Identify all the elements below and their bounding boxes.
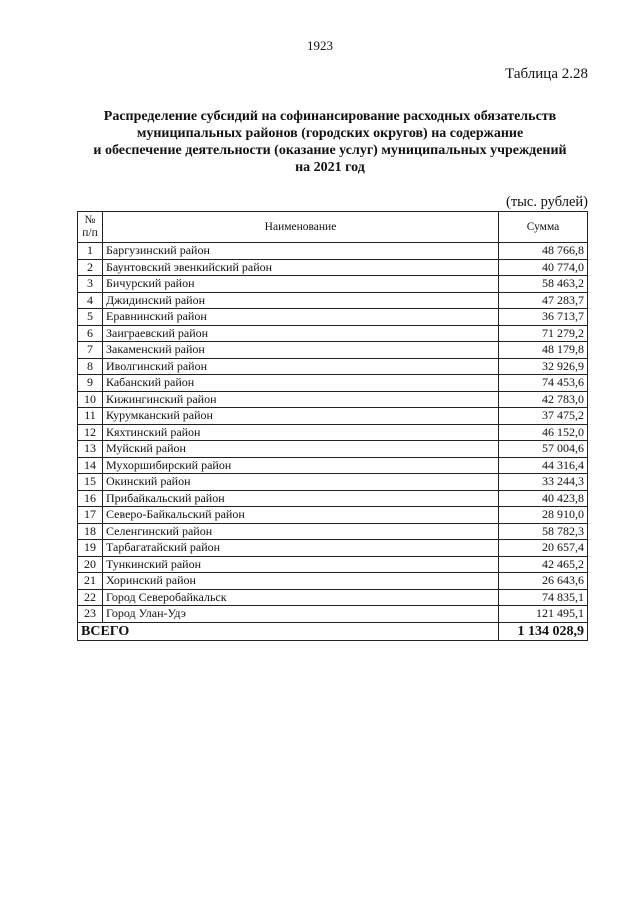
- row-num: 5: [78, 309, 103, 326]
- row-num: 3: [78, 276, 103, 293]
- title-line: и обеспечение деятельности (оказание услуг) муниципальных учреждений: [93, 143, 567, 158]
- row-sum: 71 279,2: [499, 325, 588, 342]
- row-sum: 74 453,6: [499, 375, 588, 392]
- title-line: на 2021 год: [295, 160, 365, 175]
- table-label: Таблица 2.28: [505, 66, 588, 82]
- header-num: № п/п: [78, 212, 103, 243]
- table-row: [78, 540, 588, 557]
- table-row: [78, 342, 588, 359]
- row-name: Муйский район: [103, 441, 499, 458]
- row-sum: 48 766,8: [499, 243, 588, 260]
- total-sum: 1 134 028,9: [499, 622, 588, 640]
- table-row: [78, 309, 588, 326]
- row-num: 7: [78, 342, 103, 359]
- row-name: Заиграевский район: [103, 325, 499, 342]
- table-row: [78, 408, 588, 425]
- page-number: 1923: [307, 38, 333, 53]
- table-row: [78, 457, 588, 474]
- row-num: 1: [78, 243, 103, 260]
- row-sum: 44 316,4: [499, 457, 588, 474]
- row-num: 14: [78, 457, 103, 474]
- row-num: 18: [78, 523, 103, 540]
- row-num: 13: [78, 441, 103, 458]
- row-name: Город Северобайкальск: [103, 589, 499, 606]
- row-name: Тарбагатайский район: [103, 540, 499, 557]
- row-name: Баунтовский эвенкийский район: [103, 259, 499, 276]
- row-sum: 48 179,8: [499, 342, 588, 359]
- row-name: Прибайкальский район: [103, 490, 499, 507]
- table-row: [78, 259, 588, 276]
- row-sum: 74 835,1: [499, 589, 588, 606]
- header-name: Наименование: [103, 212, 499, 243]
- total-row: [78, 622, 588, 640]
- row-num: 16: [78, 490, 103, 507]
- row-sum: 40 423,8: [499, 490, 588, 507]
- row-name: Город Улан-Удэ: [103, 606, 499, 623]
- table-row: [78, 441, 588, 458]
- row-num: 22: [78, 589, 103, 606]
- row-num: 4: [78, 292, 103, 309]
- row-num: 21: [78, 573, 103, 590]
- table-row: [78, 556, 588, 573]
- row-name: Бичурский район: [103, 276, 499, 293]
- row-name: Тункинский район: [103, 556, 499, 573]
- row-name: Закаменский район: [103, 342, 499, 359]
- row-num: 17: [78, 507, 103, 524]
- row-num: 11: [78, 408, 103, 425]
- row-name: Кабанский район: [103, 375, 499, 392]
- table-row: [78, 358, 588, 375]
- row-num: 20: [78, 556, 103, 573]
- row-sum: 42 465,2: [499, 556, 588, 573]
- row-num: 19: [78, 540, 103, 557]
- table-row: [78, 474, 588, 491]
- row-num: 12: [78, 424, 103, 441]
- row-sum: 58 463,2: [499, 276, 588, 293]
- row-name: Кижингинский район: [103, 391, 499, 408]
- row-name: Еравнинский район: [103, 309, 499, 326]
- table-row: [78, 391, 588, 408]
- row-name: Кяхтинский район: [103, 424, 499, 441]
- total-label: ВСЕГО: [78, 622, 499, 640]
- row-num: 8: [78, 358, 103, 375]
- header-sum: Сумма: [499, 212, 588, 243]
- row-name: Баргузинский район: [103, 243, 499, 260]
- row-sum: 57 004,6: [499, 441, 588, 458]
- title-line: Распределение субсидий на софинансирование расходных обязательств: [103, 109, 557, 124]
- row-sum: 121 495,1: [499, 606, 588, 623]
- row-sum: 37 475,2: [499, 408, 588, 425]
- units-label: (тыс. рублей): [506, 194, 588, 210]
- row-name: Селенгинский район: [103, 523, 499, 540]
- row-name: Иволгинский район: [103, 358, 499, 375]
- table-row: [78, 490, 588, 507]
- row-name: Джидинский район: [103, 292, 499, 309]
- row-sum: 28 910,0: [499, 507, 588, 524]
- table-row: [78, 507, 588, 524]
- row-name: Хоринский район: [103, 573, 499, 590]
- row-name: Мухоршибирский район: [103, 457, 499, 474]
- row-sum: 47 283,7: [499, 292, 588, 309]
- table-row: [78, 523, 588, 540]
- row-sum: 40 774,0: [499, 259, 588, 276]
- row-sum: 33 244,3: [499, 474, 588, 491]
- table-row: [78, 325, 588, 342]
- row-name: Северо-Байкальский район: [103, 507, 499, 524]
- table-row: [78, 375, 588, 392]
- row-name: Окинский район: [103, 474, 499, 491]
- table-row: [78, 573, 588, 590]
- row-num: 23: [78, 606, 103, 623]
- row-sum: 32 926,9: [499, 358, 588, 375]
- row-sum: 26 643,6: [499, 573, 588, 590]
- table-row: [78, 424, 588, 441]
- row-name: Курумканский район: [103, 408, 499, 425]
- table-row: [78, 589, 588, 606]
- table-row: [78, 276, 588, 293]
- document-title: [60, 108, 600, 176]
- row-sum: 42 783,0: [499, 391, 588, 408]
- subsidy-table: [77, 211, 588, 641]
- row-sum: 58 782,3: [499, 523, 588, 540]
- table-row: [78, 606, 588, 623]
- table-header-row: [78, 212, 588, 243]
- table-row: [78, 243, 588, 260]
- row-num: 6: [78, 325, 103, 342]
- row-num: 2: [78, 259, 103, 276]
- row-num: 15: [78, 474, 103, 491]
- row-sum: 46 152,0: [499, 424, 588, 441]
- row-sum: 20 657,4: [499, 540, 588, 557]
- row-num: 9: [78, 375, 103, 392]
- table-row: [78, 292, 588, 309]
- title-line: муниципальных районов (городских округов) на содержание: [136, 126, 524, 141]
- row-sum: 36 713,7: [499, 309, 588, 326]
- row-num: 10: [78, 391, 103, 408]
